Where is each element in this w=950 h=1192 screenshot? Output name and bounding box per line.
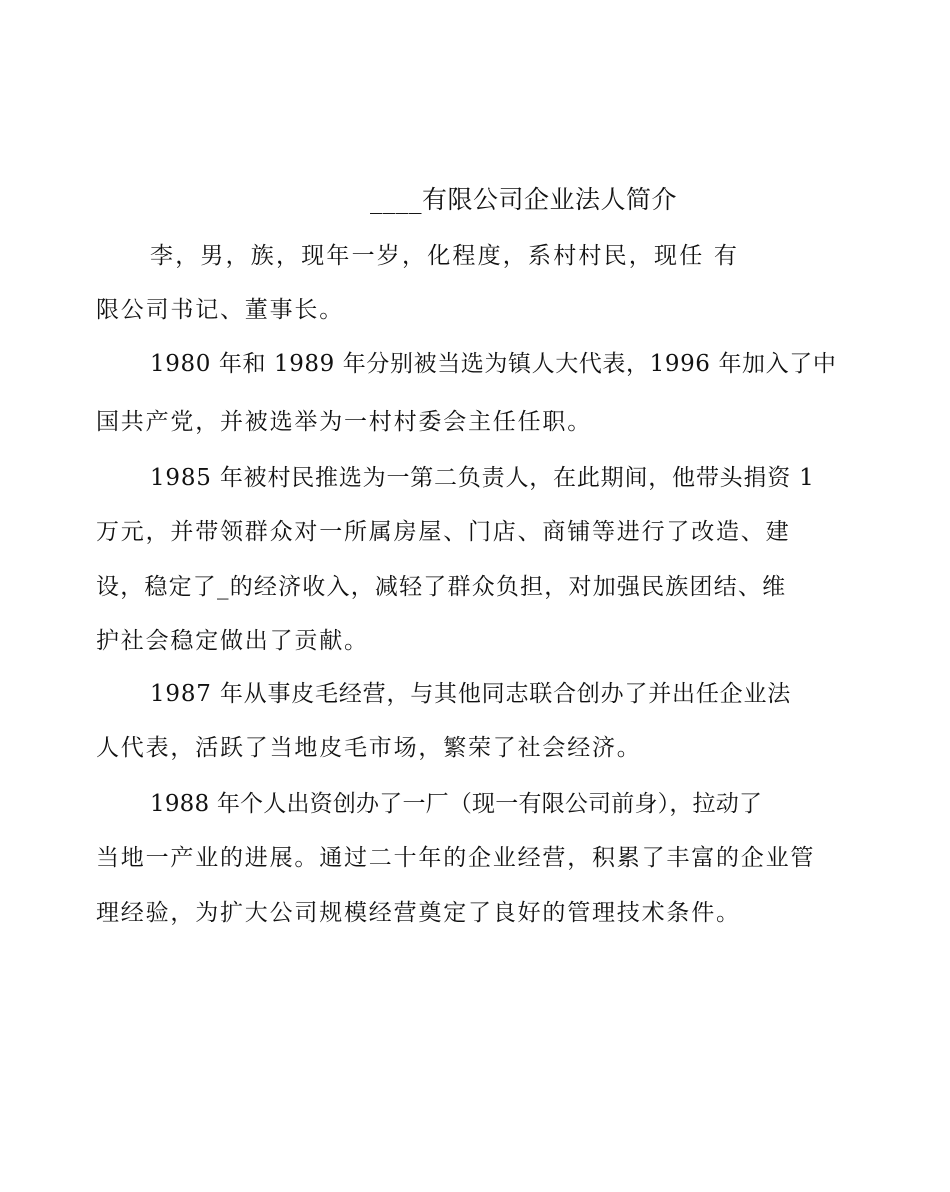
paragraph-3-line-2: 万元，并带领群众对一所属房屋、门店、商铺等进行了改造、建 [96,519,791,545]
document-title: ____有限公司企业法人简介 [370,185,678,214]
paragraph-1-line-2: 限公司书记、董事长。 [96,297,344,323]
paragraph-3-line-3: 设，稳定了_的经济收入，减轻了群众负担，对加强民族团结、维 [96,574,787,600]
paragraph-3-line-4: 护社会稳定做出了贡献。 [96,628,369,654]
paragraph-5-line-3: 理经验，为扩大公司规模经营奠定了良好的管理技术条件。 [96,900,741,926]
paragraph-5-line-1: 1988 年个人出资创办了一厂（现一有限公司前身），拉动了 [150,791,763,817]
paragraph-2-line-1: 1980 年和 1989 年分别被当选为镇人大代表，1996 年加入了中 [150,351,837,377]
paragraph-3-line-1: 1985 年被村民推选为一第二负责人，在此期间，他带头捐资 1 [150,465,815,491]
paragraph-2-line-2: 国共产党，并被选举为一村村委会主任任职。 [96,409,592,435]
paragraph-4-line-1: 1987 年从事皮毛经营，与其他同志联合创办了并出任企业法 [150,681,792,707]
paragraph-5-line-2: 当地一产业的进展。通过二十年的企业经营，积累了丰富的企业管 [96,845,816,871]
paragraph-1-line-1: 李，男，族，现年一岁，化程度，系村村民，现任 有 [150,243,740,269]
paragraph-4-line-2: 人代表，活跃了当地皮毛市场，繁荣了社会经济。 [96,735,642,761]
